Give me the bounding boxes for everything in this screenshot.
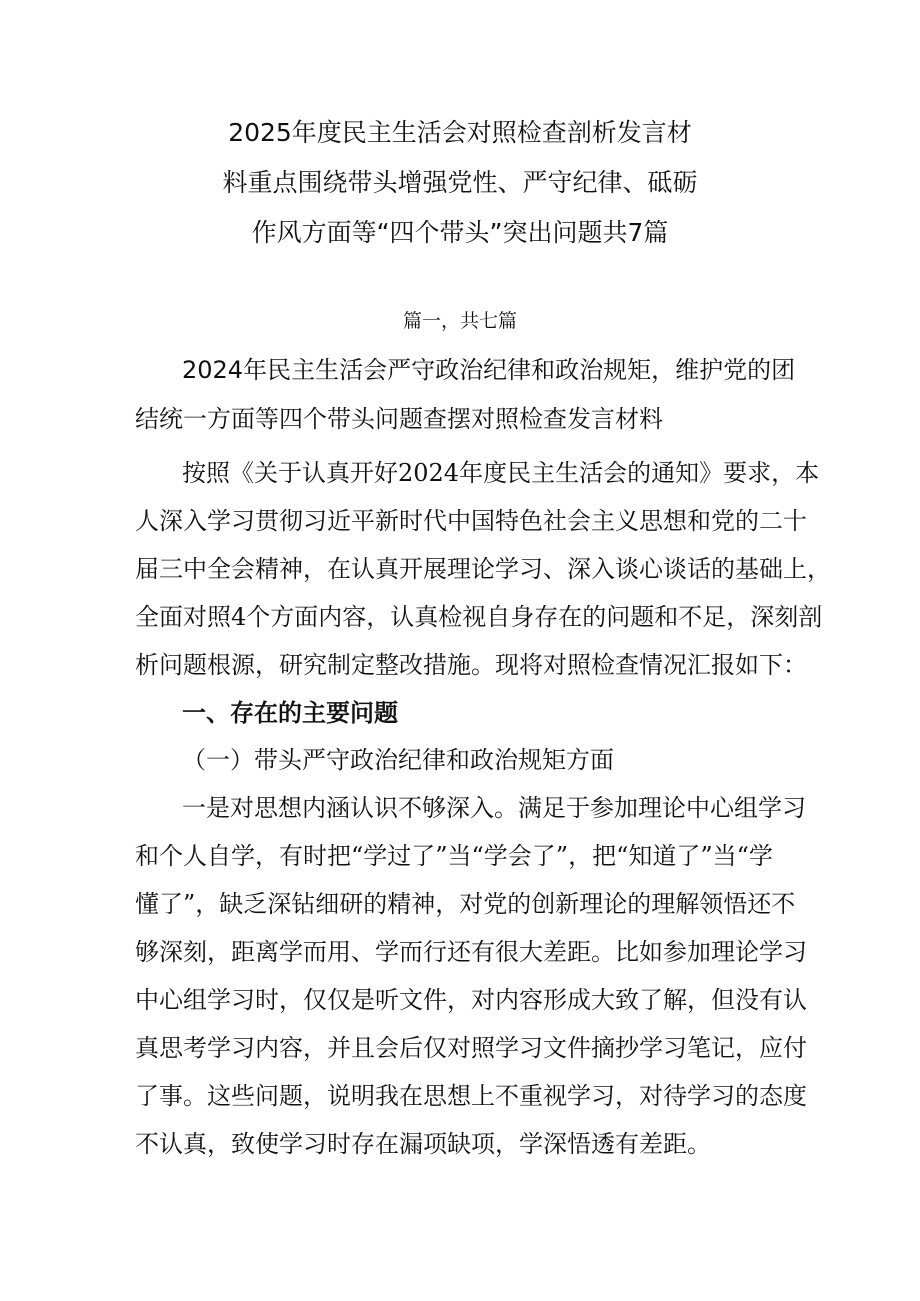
intro-line-2: 人深入学习贯彻习近平新时代中国特色社会主义思想和党的二十 <box>135 507 807 535</box>
article-title-line-1: 2024年民主生活会严守政治纪律和政治规矩，维护党的团 <box>182 356 796 384</box>
intro-line-1: 按照《关于认真开好2024年度民主生活会的通知》要求，本 <box>182 459 820 487</box>
paragraph-line-6: 真思考学习内容，并且会后仅对照学习文件摘抄学习笔记，应付 <box>135 1034 807 1062</box>
intro-line-4: 全面对照4个方面内容，认真检视自身存在的问题和不足，深刻剖 <box>135 603 823 631</box>
paragraph-line-7: 了事。这些问题，说明我在思想上不重视学习，对待学习的态度 <box>135 1082 807 1110</box>
document-title-line-1: 2025年度民主生活会对照检查剖析发言材 <box>228 118 692 147</box>
document-title-line-2: 料重点围绕带头增强党性、严守纪律、砥砺 <box>222 168 698 197</box>
document-title-line-3: 作风方面等“四个带头”突出问题共7篇 <box>251 218 669 247</box>
section-heading: 一、存在的主要问题 <box>182 699 398 727</box>
article-title-line-2: 结统一方面等四个带头问题查摆对照检查发言材料 <box>135 405 663 433</box>
section-label: 篇一，共七篇 <box>402 310 517 332</box>
paragraph-line-8: 不认真，致使学习时存在漏项缺项，学深悟透有差距。 <box>135 1130 711 1158</box>
intro-line-5: 析问题根源，研究制定整改措施。现将对照检查情况汇报如下： <box>135 651 807 679</box>
paragraph-line-2: 和个人自学，有时把“学过了”当“学会了”，把“知道了”当“学 <box>135 842 773 870</box>
paragraph-line-3: 懂了”，缺乏深钻细研的精神，对党的创新理论的理解领悟还不 <box>135 890 796 918</box>
intro-line-3: 届三中全会精神，在认真开展理论学习、深入谈心谈话的基础上， <box>135 555 831 583</box>
paragraph-line-5: 中心组学习时，仅仅是听文件，对内容形成大致了解，但没有认 <box>135 986 807 1014</box>
paragraph-line-4: 够深刻，距离学而用、学而行还有很大差距。比如参加理论学习 <box>135 938 807 966</box>
subsection-heading: （一）带头严守政治纪律和政治规矩方面 <box>182 746 614 774</box>
paragraph-line-1: 一是对思想内涵认识不够深入。满足于参加理论中心组学习 <box>182 794 806 822</box>
